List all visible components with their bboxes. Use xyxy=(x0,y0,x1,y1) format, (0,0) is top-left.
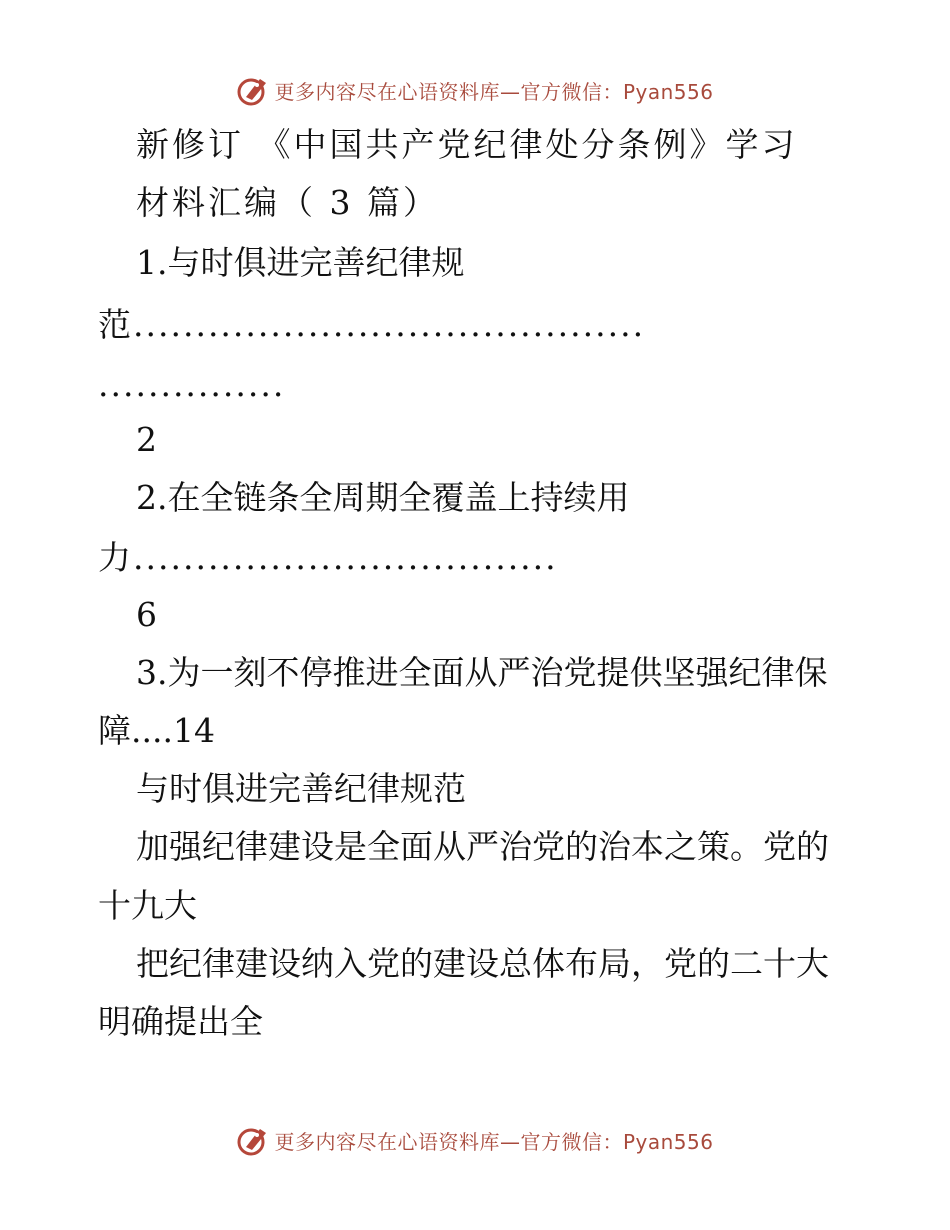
paragraph-1: 加强纪律建设是全面从严治党的治本之策。党的 xyxy=(136,827,829,866)
paragraph-2: 把纪律建设纳入党的建设总体布局，党的二十大 xyxy=(136,944,829,983)
toc-item-1-leader: 范......................................... xyxy=(98,305,646,344)
watermark-text: 更多内容尽在心语资料库—官方微信：Pyan556 xyxy=(274,79,714,104)
watermark-footer xyxy=(0,1120,950,1160)
toc-item-1: 1.与时俱进完善纪律规 xyxy=(136,243,465,282)
toc-item-3-leader: 障....14 xyxy=(98,711,215,750)
watermark-text: 更多内容尽在心语资料库—官方微信：Pyan556 xyxy=(274,1129,714,1154)
toc-item-2-leader: 力.................................. xyxy=(98,538,558,577)
pen-nib-circle-icon xyxy=(236,73,270,107)
watermark-header xyxy=(0,70,950,110)
pen-nib-circle-icon xyxy=(236,1123,270,1157)
toc-item-2-page: 6 xyxy=(136,595,157,634)
section-title: 与时俱进完善纪律规范 xyxy=(136,769,466,808)
toc-item-2: 2.在全链条全周期全覆盖上持续用 xyxy=(136,478,630,517)
paragraph-2-cont: 明确提出全 xyxy=(98,1002,263,1041)
doc-title-line-2: 材料汇编（ 3 篇） xyxy=(136,183,439,222)
toc-item-1-page: 2 xyxy=(136,420,157,459)
paragraph-1-cont: 十九大 xyxy=(98,886,197,925)
doc-title-line-1: 新修订 《中国共产党纪律处分条例》学习 xyxy=(136,125,798,164)
toc-item-3: 3.为一刻不停推进全面从严治党提供坚强纪律保 xyxy=(136,653,828,692)
toc-item-1-leader-cont: ............... xyxy=(98,365,286,404)
